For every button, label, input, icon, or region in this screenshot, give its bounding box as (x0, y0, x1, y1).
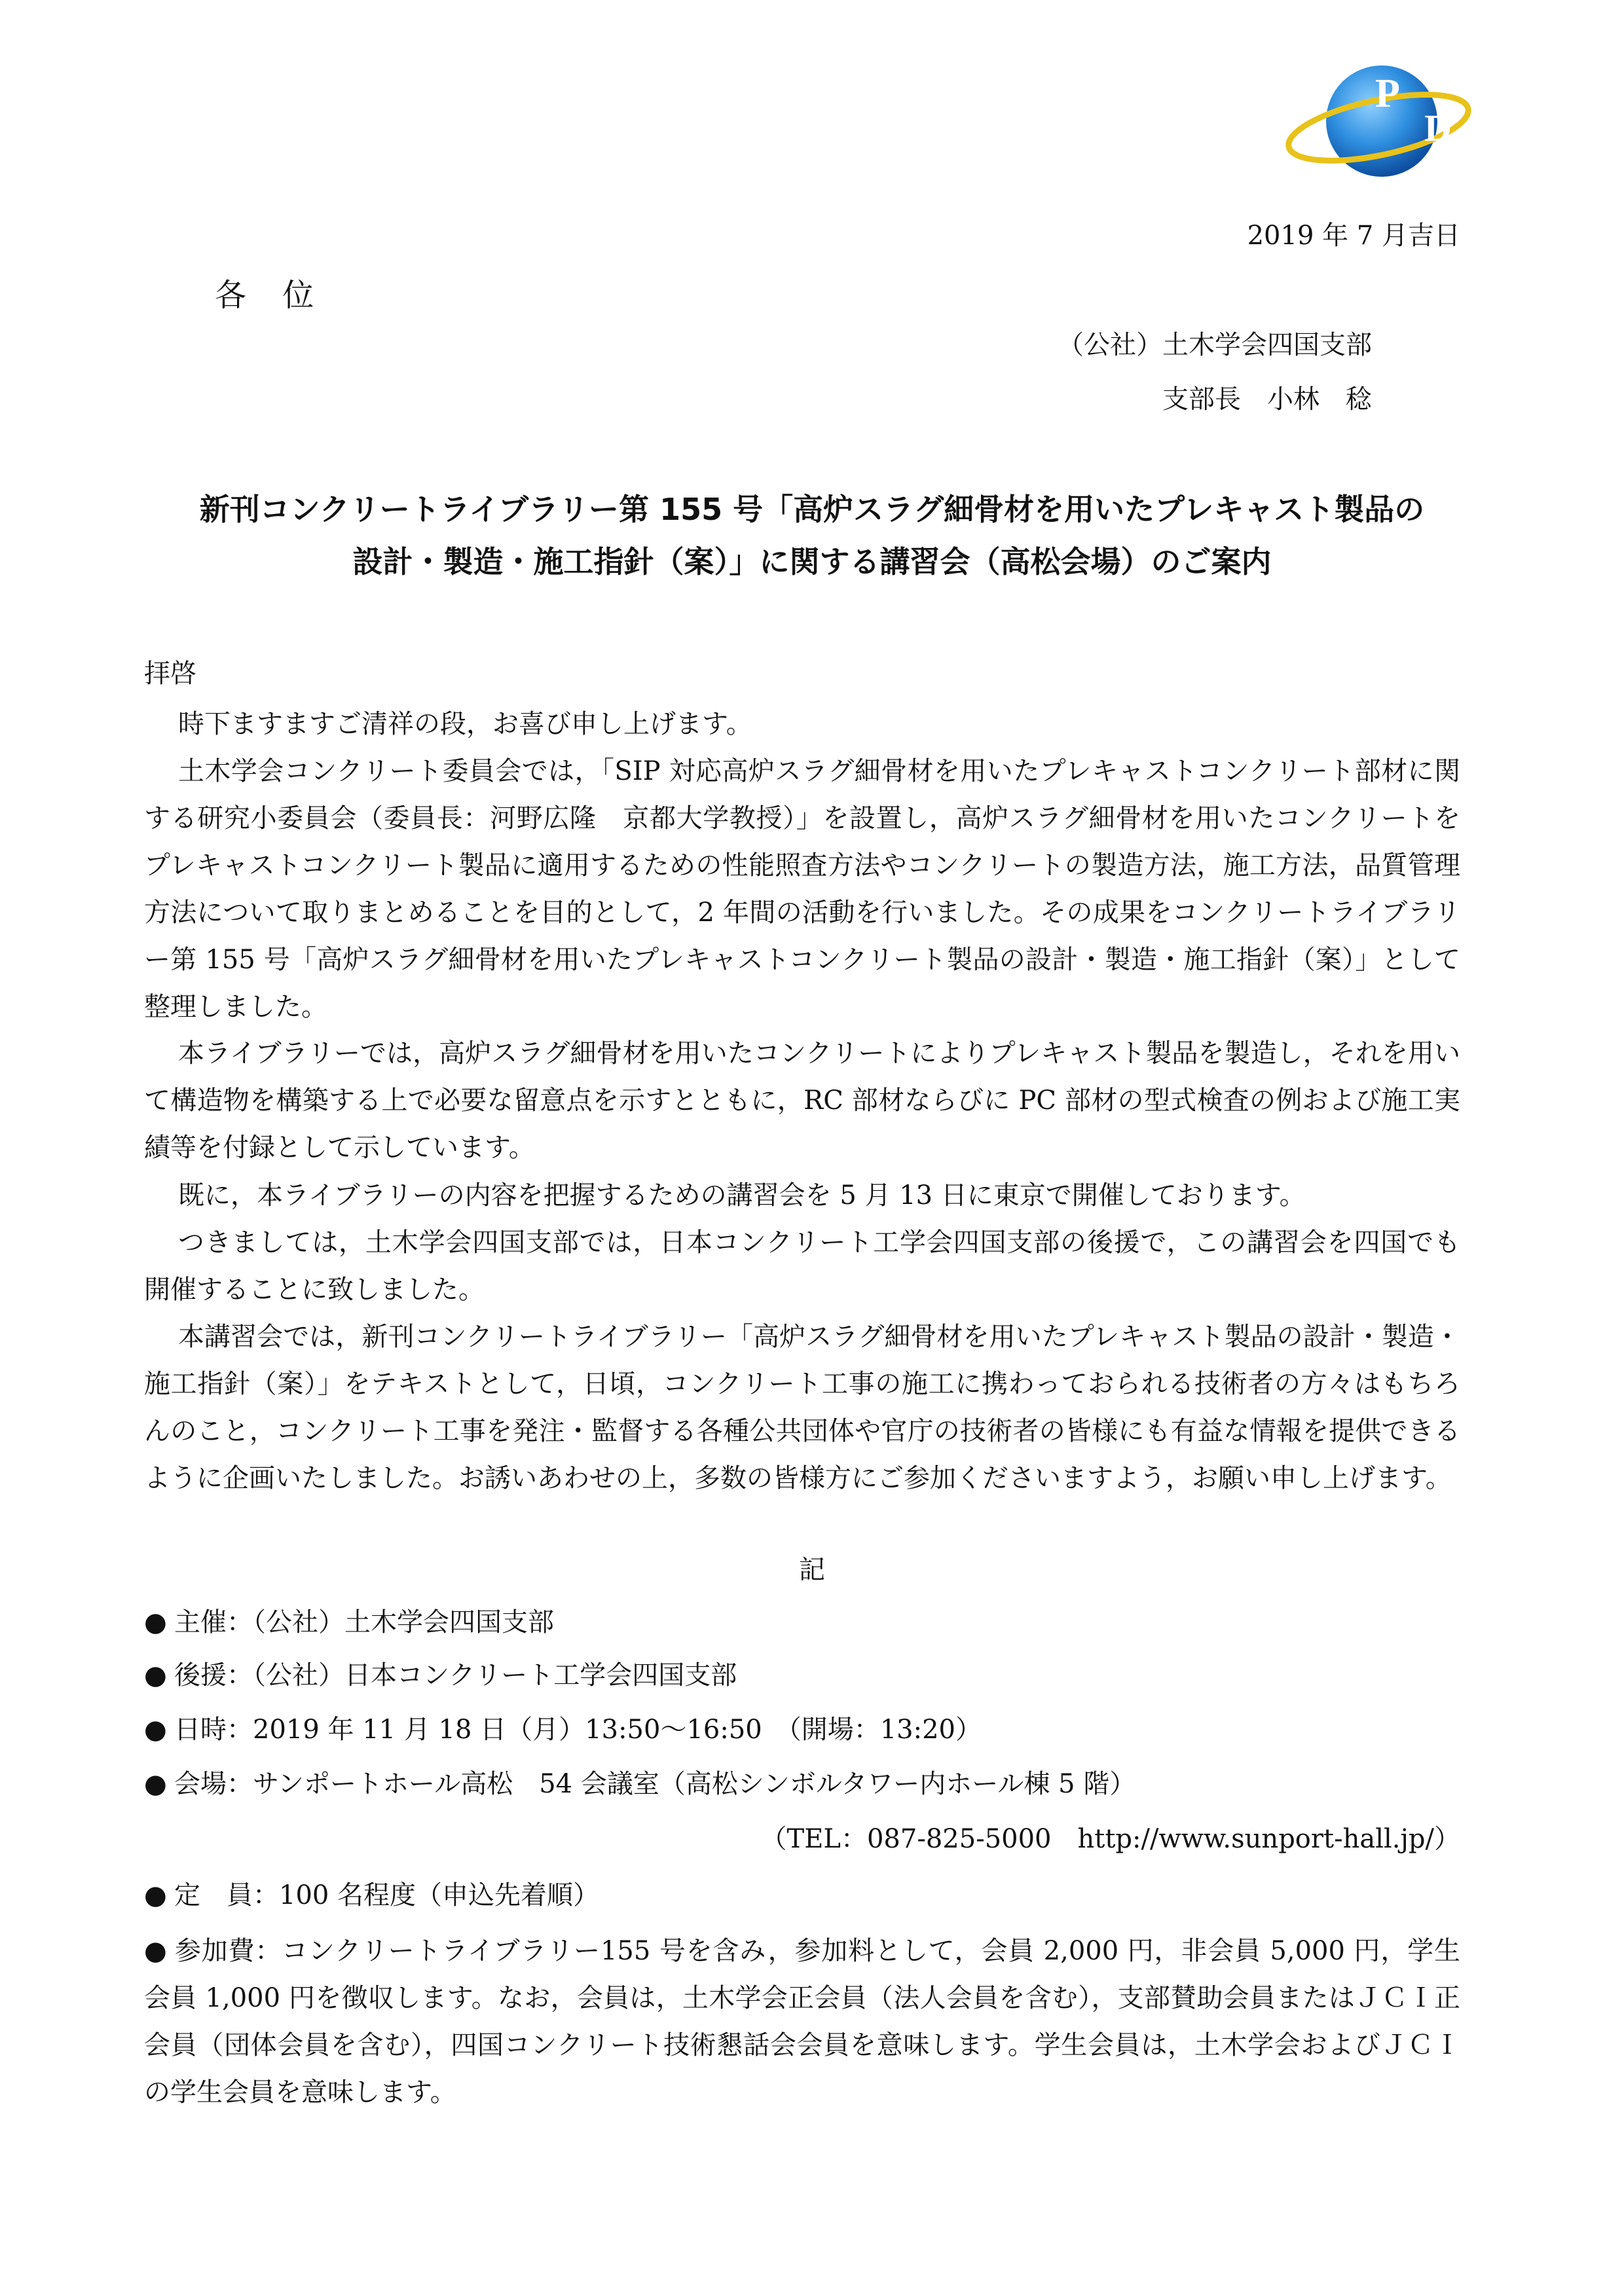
detail-host (144, 1601, 554, 1639)
document-date: 2019 年 7 月吉日 (1247, 221, 1460, 251)
logo-letter-d: D (1424, 107, 1452, 149)
venue-url: http://www.sunport-hall.jp/） (1077, 1824, 1460, 1854)
body-paragraph-5: つきましては，土木学会四国支部では，日本コンクリート工学会四国支部の後援で，この講習会を四国でも開催することに致しました。 (144, 1228, 1460, 1305)
detail-fee-text: 参加費：コンクリートライブラリー155 号を含み，参加料として，会員 2,000 円，非会員 5,000 円，学生会員 1,000 円を徴収します。なお，会員は，土木学会正会員（法人会員を含む），支部賛助会員またはＪＣＩ正会員（団体会員を含む），四国コンクリート技術懇話会会員を意味します。学生会員は，土木学会およびＪＣＩの学生会員を意味します。 (144, 1936, 1460, 2107)
detail-venue-text: 会場：サンポートホール高松 54 会議室（高松シンボルタワー内ホール棟 5 階） (174, 1769, 1136, 1799)
bullet-icon: ● (144, 1769, 167, 1799)
sender-name: 支部長 小林 稔 (1162, 384, 1372, 414)
bullet-icon: ● (144, 1607, 167, 1637)
venue-tel: （TEL：087-825-5000 (760, 1824, 1052, 1854)
jci-globe-logo-icon (1277, 49, 1473, 193)
logo-letter-c: C (1300, 118, 1327, 161)
detail-datetime-text: 日時：2019 年 11 月 18 日（月）13:50～16:50 （開場：13:20） (174, 1715, 982, 1745)
bullet-icon: ● (144, 1880, 167, 1910)
body-paragraph-1: 時下ますますご清祥の段，お喜び申し上げます。 (178, 709, 752, 739)
greeting-opening: 拝啓 (144, 659, 196, 689)
body-paragraph-2: 土木学会コンクリート委員会では，「SIP 対応高炉スラグ細骨材を用いたプレキャストコンクリート部材に関する研究小委員会（委員長：河野広隆 京都大学教授）」を設置し，高炉スラグ細骨材を用いたコンクリートをプレキャストコンクリート製品に適用するための性能照査方法やコンクリートの製造方法，施工方法，品質管理方法について取りまとめることを目的として，2 年間の活動を行いました。その成果をコンクリートライブラリー第 155 号「高炉スラグ細骨材を用いたプレキャストコンクリート製品の設計・製造・施工指針（案）」として整理しました。 (144, 756, 1460, 1022)
sender-organization: （公社）土木学会四国支部 (1058, 330, 1372, 360)
addressee: 各 位 (215, 277, 327, 314)
document-title-line-1: 新刊コンクリートライブラリー第 155 号「高炉スラグ細骨材を用いたプレキャスト製品の (199, 492, 1425, 527)
detail-venue-contact (761, 1818, 1460, 1855)
detail-capacity (144, 1874, 599, 1912)
detail-fee (144, 1927, 1460, 2116)
body-paragraph-3: 本ライブラリーでは，高炉スラグ細骨材を用いたコンクリートによりプレキャスト製品を製造し，それを用いて構造物を構築する上で必要な留意点を示すとともに，RC 部材ならびに PC 部材の型式検査の例および施工実績等を付録として示しています。 (144, 1038, 1460, 1163)
document-title-line-2: 設計・製造・施工指針（案）」に関する講習会（高松会場）のご案内 (352, 544, 1272, 579)
ki-heading: 記 (799, 1555, 825, 1585)
bullet-icon: ● (144, 1936, 167, 1966)
bullet-icon: ● (144, 1715, 167, 1745)
bullet-icon: ● (144, 1660, 167, 1690)
detail-host-text: 主催：（公社）土木学会四国支部 (174, 1607, 554, 1637)
detail-support-text: 後援：（公社）日本コンクリート工学会四国支部 (174, 1660, 737, 1690)
detail-venue (144, 1763, 1135, 1800)
body-paragraph-4: 既に，本ライブラリーの内容を把握するための講習会を 5 月 13 日に東京で開催しております。 (178, 1180, 1306, 1211)
detail-support (144, 1654, 737, 1692)
body-paragraph-6: 本講習会では，新刊コンクリートライブラリー「高炉スラグ細骨材を用いたプレキャスト製品の設計・製造・施工指針（案）」をテキストとして，日頃，コンクリート工事の施工に携わっておられる技術者の方々はもちろんのこと，コンクリート工事を発注・監督する各種公共団体や官庁の技術者の皆様にも有益な情報を提供できるように企画いたしました。お誘いあわせの上，多数の皆様方にご参加くださいますよう，お願い申し上げます。 (144, 1322, 1460, 1493)
logo-letter-p: P (1375, 71, 1400, 116)
detail-datetime (144, 1709, 982, 1746)
detail-capacity-text: 定 員：100 名程度（申込先着順） (174, 1880, 600, 1910)
